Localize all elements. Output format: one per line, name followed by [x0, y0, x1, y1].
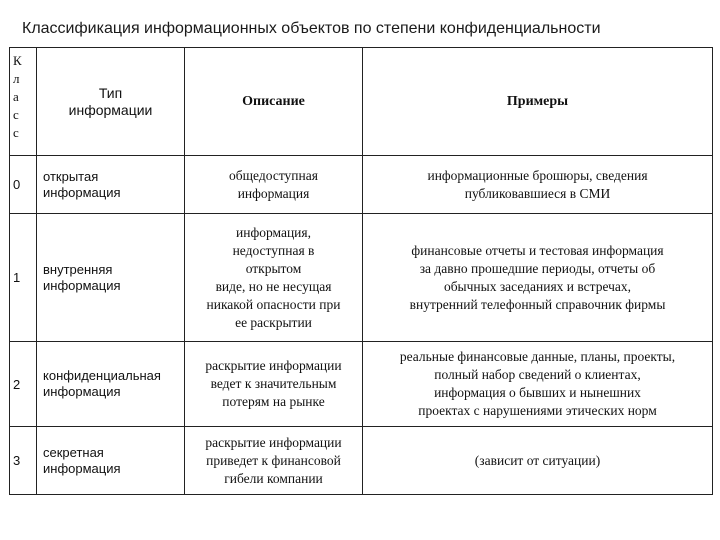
- examples-cell: финансовые отчеты и тестовая информация за давно прошедшие периоды, отчеты об обычных заседаниях и встречах, внутренний телефонный справочник фирмы: [363, 214, 713, 342]
- examples-cell: (зависит от ситуации): [363, 427, 713, 495]
- table-row: [10, 427, 713, 495]
- classification-table: [9, 47, 713, 495]
- header-type: Тип информации: [37, 48, 185, 156]
- description-cell: раскрытие информации приведет к финансовой гибели компании: [185, 427, 363, 495]
- slide-title: Классификация информационных объектов по степени конфиденциальности: [22, 20, 601, 37]
- table-row: [10, 214, 713, 342]
- class-cell: 2: [10, 342, 37, 427]
- description-cell: раскрытие информации ведет к значительным потерям на рынке: [185, 342, 363, 427]
- class-cell: 3: [10, 427, 37, 495]
- type-cell: конфиденциальная информация: [37, 342, 185, 427]
- examples-cell: реальные финансовые данные, планы, проекты, полный набор сведений о клиентах, информация о бывших и нынешних проектах с нарушениями этических норм: [363, 342, 713, 427]
- class-cell: 1: [10, 214, 37, 342]
- header-examples: Примеры: [363, 48, 713, 156]
- description-cell: информация, недоступная в открытом виде, но не несущая никакой опасности при ее раскрытии: [185, 214, 363, 342]
- type-cell: секретная информация: [37, 427, 185, 495]
- description-cell: общедоступная информация: [185, 156, 363, 214]
- class-cell: 0: [10, 156, 37, 214]
- type-cell: внутренняя информация: [37, 214, 185, 342]
- header-description: Описание: [185, 48, 363, 156]
- examples-cell: информационные брошюры, сведения публиковавшиеся в СМИ: [363, 156, 713, 214]
- header-class: К л а с с: [10, 48, 37, 156]
- table-row: [10, 156, 713, 214]
- table-header-row: [10, 48, 713, 156]
- type-cell: открытая информация: [37, 156, 185, 214]
- table-row: [10, 342, 713, 427]
